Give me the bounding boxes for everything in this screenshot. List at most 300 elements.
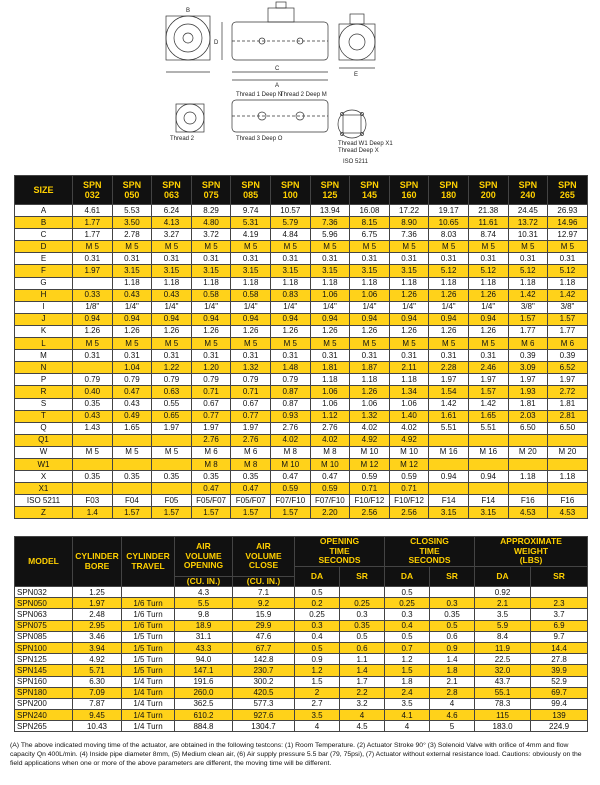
dimension-value: 2.56 (389, 507, 429, 519)
dimension-value: 0.31 (191, 253, 231, 265)
dimension-value: 2.72 (548, 386, 588, 398)
dimension-value: 2.78 (112, 229, 152, 241)
performance-value: 0.3 (430, 598, 475, 609)
performance-value: 8.4 (475, 631, 531, 642)
dimension-label: F (15, 265, 73, 277)
dimension-value: 0.43 (112, 289, 152, 301)
performance-value: 2.1 (430, 676, 475, 687)
dimension-value: 4.19 (231, 229, 271, 241)
dimension-label: Q1 (15, 434, 73, 446)
performance-value: 1.2 (385, 654, 430, 665)
dimension-value: 1.06 (310, 386, 350, 398)
dimension-value: 1.42 (508, 289, 548, 301)
dimension-value: 10.31 (508, 229, 548, 241)
dimension-value: 1.32 (231, 362, 271, 374)
model-cell: SPN100 (15, 642, 73, 653)
dimension-value: 1/8" (73, 301, 113, 313)
dimension-value: 1/4" (310, 301, 350, 313)
performance-value: 94.0 (175, 654, 233, 665)
dimension-value: 0.31 (389, 253, 429, 265)
performance-value: 183.0 (475, 721, 531, 732)
model-column-header: SPN 050 (112, 176, 152, 205)
dimension-label: W1 (15, 458, 73, 470)
dimension-value: 4.84 (270, 229, 310, 241)
performance-value: 2.95 (73, 620, 122, 631)
model-cell: SPN160 (15, 676, 73, 687)
dimension-value: 1.18 (152, 277, 192, 289)
dimension-value: 1.18 (231, 277, 271, 289)
performance-value: 9.45 (73, 710, 122, 721)
dimension-value: 2.76 (191, 434, 231, 446)
dimension-row (15, 241, 588, 253)
dimension-row (15, 350, 588, 362)
performance-value: 362.5 (175, 698, 233, 709)
dimension-label: P (15, 374, 73, 386)
performance-value: 0.9 (295, 654, 340, 665)
performance-value: 1.25 (73, 587, 122, 598)
dimension-value: 11.61 (468, 217, 508, 229)
dimension-value: 0.94 (191, 313, 231, 325)
dimension-value: 1.18 (548, 471, 588, 483)
model-cell: SPN125 (15, 654, 73, 665)
dimension-value: M 5 (73, 446, 113, 458)
dimension-value (152, 483, 192, 495)
closing-time-header: CLOSING TIME SECONDS (385, 537, 475, 567)
model-header: MODEL (15, 537, 73, 587)
dimension-value: 1.57 (231, 507, 271, 519)
performance-row (15, 642, 588, 653)
performance-value: 4.3 (175, 587, 233, 598)
performance-value: 1.5 (295, 676, 340, 687)
performance-row (15, 687, 588, 698)
dimension-value: 3.15 (389, 265, 429, 277)
dimension-value: 1/4" (112, 301, 152, 313)
performance-row (15, 620, 588, 631)
dimension-value (468, 458, 508, 470)
dimension-value: 0.59 (350, 471, 390, 483)
dimension-value: 1/4" (231, 301, 271, 313)
model-column-header: SPN 063 (152, 176, 192, 205)
dimension-value: 1.18 (389, 374, 429, 386)
dimension-value: 0.94 (429, 471, 469, 483)
iso-label: ISO 5211 (343, 159, 368, 165)
dimension-value: M 16 (429, 446, 469, 458)
dimension-value (468, 483, 508, 495)
dimension-row (15, 229, 588, 241)
dimension-value: M 5 (112, 338, 152, 350)
dimension-row (15, 507, 588, 519)
dimension-value: 1.06 (350, 289, 390, 301)
dimension-value: 0.94 (231, 313, 271, 325)
dimension-value: 1/4" (350, 301, 390, 313)
performance-value: 2.4 (385, 687, 430, 698)
dimension-label: I (15, 301, 73, 313)
dimension-value: 4.53 (508, 507, 548, 519)
performance-value: 3.46 (73, 631, 122, 642)
dimension-value: 0.55 (152, 398, 192, 410)
performance-value: 1.1 (340, 654, 385, 665)
performance-value: 142.8 (233, 654, 295, 665)
performance-value: 5.9 (475, 620, 531, 631)
performance-value: 0.25 (385, 598, 430, 609)
dimension-value: 1.06 (350, 398, 390, 410)
actuator-technical-drawing (0, 0, 600, 170)
performance-value: 2.48 (73, 609, 122, 620)
performance-value: 147.1 (175, 665, 233, 676)
dimension-value: 1.97 (468, 374, 508, 386)
dimension-value: 6.50 (548, 422, 588, 434)
dimension-value (429, 434, 469, 446)
performance-value: 0.5 (385, 587, 430, 598)
label-b: B (186, 8, 191, 14)
performance-body (15, 587, 588, 732)
thread-label-x: Thread Deep X (338, 148, 379, 154)
model-cell: SPN240 (15, 710, 73, 721)
dimension-value: 17.22 (389, 205, 429, 217)
dimension-row (15, 410, 588, 422)
dimension-value: 3.15 (350, 265, 390, 277)
performance-value: 55.1 (475, 687, 531, 698)
dimension-value: 4.13 (152, 217, 192, 229)
performance-value: 5.5 (175, 598, 233, 609)
performance-value: 577.3 (233, 698, 295, 709)
performance-value: 14.4 (531, 642, 588, 653)
dimension-value: M 8 (310, 446, 350, 458)
performance-value: 22.5 (475, 654, 531, 665)
dimension-value: M 5 (152, 338, 192, 350)
dimension-value: M 6 (231, 446, 271, 458)
dimension-value: M 5 (231, 338, 271, 350)
dimension-value: 16.08 (350, 205, 390, 217)
dimension-value: 1/4" (152, 301, 192, 313)
performance-value: 11.9 (475, 642, 531, 653)
dimension-value: 3.50 (112, 217, 152, 229)
dimension-value: 4.02 (310, 434, 350, 446)
dimension-value: 0.31 (389, 350, 429, 362)
dimension-value: 5.12 (429, 265, 469, 277)
performance-value: 5.71 (73, 665, 122, 676)
end-view-right (339, 24, 375, 60)
dimension-value: 3.15 (152, 265, 192, 277)
performance-row (15, 654, 588, 665)
performance-value: 29.9 (233, 620, 295, 631)
end-view-left (166, 16, 210, 60)
performance-value (122, 587, 175, 598)
model-column-header: SPN 240 (508, 176, 548, 205)
performance-value: 67.7 (233, 642, 295, 653)
dimension-value: 1.57 (468, 386, 508, 398)
dimension-value: 3.15 (429, 507, 469, 519)
dimension-value: F03 (73, 495, 113, 507)
performance-value: 0.2 (295, 598, 340, 609)
performance-value: 3.5 (385, 698, 430, 709)
dimension-value: 0.31 (270, 253, 310, 265)
dimension-row (15, 434, 588, 446)
dimension-value (508, 483, 548, 495)
dimension-value: 1.42 (468, 398, 508, 410)
dimension-value: M 8 (191, 458, 231, 470)
dimension-value (548, 458, 588, 470)
dimension-value: 1.97 (429, 374, 469, 386)
dimension-value: 0.94 (310, 313, 350, 325)
dimension-value: 0.43 (152, 289, 192, 301)
dimension-value: 1.48 (270, 362, 310, 374)
dimension-value: F14 (429, 495, 469, 507)
dimension-row (15, 277, 588, 289)
dimension-value: 1.42 (429, 398, 469, 410)
dimension-value: 0.94 (270, 313, 310, 325)
dimension-value: 21.38 (468, 205, 508, 217)
dimension-value: 1.97 (191, 422, 231, 434)
label-e: E (354, 72, 359, 78)
dimension-value: 0.33 (73, 289, 113, 301)
dimension-value: 0.63 (152, 386, 192, 398)
dimension-value (73, 277, 113, 289)
dimension-value: M 5 (429, 241, 469, 253)
test-conditions-note: (A) The above indicated moving time of the actuator, are obtained in the following testcons: (1) Room Temperature. (2) Actuator Stroke 90° (3) Solenoid Valve with orifice of 4mm and flow capacity Qn 400L/min. (4) Inside pipe diameter 8mm, (5) Medium clean air, (6) Air supply pressure 5.5 bar (79, 75psi), (7) Actuator without external resistance load. Cautions: obviously on the field applications when one or more of the above parameters are different, the moving time will be different. (10, 742, 582, 767)
dimension-value: 0.94 (152, 313, 192, 325)
dimension-value: 8.03 (429, 229, 469, 241)
performance-value: 1.8 (385, 676, 430, 687)
dimension-row (15, 338, 588, 350)
dimension-value: F04 (112, 495, 152, 507)
dimension-value: M 12 (350, 458, 390, 470)
label-a: A (275, 83, 280, 89)
dimension-row (15, 301, 588, 313)
opening-time-header: OPENING TIME SECONDS (295, 537, 385, 567)
dimension-value: F16 (508, 495, 548, 507)
dimension-value: 1.54 (429, 386, 469, 398)
dimensions-table (14, 175, 588, 519)
dimension-value: 0.79 (152, 374, 192, 386)
dimension-value: 0.47 (231, 483, 271, 495)
dimension-value: 8.90 (389, 217, 429, 229)
dimension-value: 0.31 (73, 253, 113, 265)
dimension-value: 0.94 (468, 471, 508, 483)
dimension-value: M 12 (389, 458, 429, 470)
dimension-label: T (15, 410, 73, 422)
flange-view (338, 110, 366, 138)
dimension-value: 1.18 (389, 277, 429, 289)
dimension-value: 0.49 (112, 410, 152, 422)
performance-value: 230.7 (233, 665, 295, 676)
dimension-value: 1.18 (270, 277, 310, 289)
dimension-value: 0.67 (231, 398, 271, 410)
model-cell: SPN180 (15, 687, 73, 698)
dimension-value: 1/4" (270, 301, 310, 313)
dimension-value: 0.31 (350, 253, 390, 265)
dimension-value: 0.93 (270, 410, 310, 422)
dimension-value: 1.93 (508, 386, 548, 398)
performance-row (15, 676, 588, 687)
dimension-value: 1.65 (468, 410, 508, 422)
dimension-value: 1.97 (73, 265, 113, 277)
dimension-value: 1.18 (191, 277, 231, 289)
thread-label-bottom: Thread 2 (170, 136, 195, 142)
dimension-value (73, 458, 113, 470)
performance-value: 260.0 (175, 687, 233, 698)
dimension-value: 1.77 (508, 325, 548, 337)
dimension-value (112, 483, 152, 495)
dimension-value: 1.77 (73, 229, 113, 241)
dimension-value: M 10 (270, 458, 310, 470)
dimension-row (15, 398, 588, 410)
dimension-label: R (15, 386, 73, 398)
dimension-value: 9.74 (231, 205, 271, 217)
dimension-value: 2.56 (350, 507, 390, 519)
dimension-value: 0.94 (389, 313, 429, 325)
model-column-header: SPN 100 (270, 176, 310, 205)
dimension-value: 0.31 (152, 253, 192, 265)
dimension-value: 1.06 (310, 398, 350, 410)
performance-value: 0.4 (295, 631, 340, 642)
performance-value: 4 (295, 721, 340, 732)
dimension-value: M 5 (270, 338, 310, 350)
dimension-value: 2.76 (270, 422, 310, 434)
dimension-value: M 8 (231, 458, 271, 470)
dimension-label: S (15, 398, 73, 410)
dimension-value: 5.51 (468, 422, 508, 434)
dimension-value: 1.81 (508, 398, 548, 410)
performance-value (340, 587, 385, 598)
dimension-value: 0.67 (191, 398, 231, 410)
dimension-row (15, 313, 588, 325)
dimension-value (508, 458, 548, 470)
dimension-value: 0.31 (429, 350, 469, 362)
dimension-value: 0.31 (310, 253, 350, 265)
dimension-row (15, 374, 588, 386)
weight-header: APPROXIMATE WEIGHT (LBS) (475, 537, 588, 567)
performance-value: 4.92 (73, 654, 122, 665)
performance-value: 1.4 (430, 654, 475, 665)
dimension-value: 1.26 (152, 325, 192, 337)
dimension-value: 1.42 (548, 289, 588, 301)
opening-sr-header: SR (340, 566, 385, 587)
dimension-value: 12.97 (548, 229, 588, 241)
dimensions-header-row (15, 176, 588, 205)
dimension-value: 5.51 (429, 422, 469, 434)
dimension-value: 1.26 (468, 289, 508, 301)
dimension-value: 3.15 (191, 265, 231, 277)
dimension-value: 1.57 (270, 507, 310, 519)
dimension-value: 0.40 (73, 386, 113, 398)
performance-value: 0.5 (340, 631, 385, 642)
performance-value: 1/6 Turn (122, 609, 175, 620)
size-header: SIZE (15, 176, 73, 205)
dimension-value: 1.06 (310, 289, 350, 301)
dimension-value: 3.15 (270, 265, 310, 277)
dimension-label: C (15, 229, 73, 241)
performance-value: 1/4 Turn (122, 721, 175, 732)
dimension-label: E (15, 253, 73, 265)
dimension-value: 5.12 (548, 265, 588, 277)
dimension-value: M 6 (191, 446, 231, 458)
dimension-value: 1.43 (73, 422, 113, 434)
performance-value: 0.92 (475, 587, 531, 598)
dimension-label: J (15, 313, 73, 325)
dimension-value: 0.43 (73, 410, 113, 422)
dimension-value: 2.46 (468, 362, 508, 374)
dimension-value: 0.47 (191, 483, 231, 495)
dimension-value: 1.61 (429, 410, 469, 422)
dimension-row (15, 483, 588, 495)
dimension-value: F05/F07 (231, 495, 271, 507)
dimension-value: 0.87 (270, 398, 310, 410)
dimension-value: 0.71 (389, 483, 429, 495)
performance-value: 0.35 (340, 620, 385, 631)
dimension-value (508, 434, 548, 446)
performance-value: 32.0 (475, 665, 531, 676)
dimension-value (468, 434, 508, 446)
dimension-row (15, 265, 588, 277)
performance-value: 31.1 (175, 631, 233, 642)
performance-value: 10.43 (73, 721, 122, 732)
dimension-value: 1.26 (350, 386, 390, 398)
dimension-value: M 6 (548, 338, 588, 350)
performance-value: 1.5 (385, 665, 430, 676)
dimension-value: 5.12 (468, 265, 508, 277)
dimension-value: 0.35 (191, 471, 231, 483)
dimension-value: 2.81 (548, 410, 588, 422)
performance-value: 0.3 (295, 620, 340, 631)
dimension-label: M (15, 350, 73, 362)
performance-value: 9.8 (175, 609, 233, 620)
dimension-value: 0.31 (112, 253, 152, 265)
dimension-value (73, 483, 113, 495)
dimension-value: 6.52 (548, 362, 588, 374)
dimension-value: 1/4" (468, 301, 508, 313)
dimension-value: 1.57 (548, 313, 588, 325)
dimension-value: 0.47 (310, 471, 350, 483)
air-close-header: AIR VOLUME CLOSE (233, 537, 295, 577)
dimension-value: 0.79 (231, 374, 271, 386)
performance-value: 2.1 (475, 598, 531, 609)
dimensions-body (15, 205, 588, 519)
model-column-header: SPN 265 (548, 176, 588, 205)
dimension-value: M 5 (389, 338, 429, 350)
performance-value: 9.7 (531, 631, 588, 642)
dimension-value: 1.34 (389, 386, 429, 398)
performance-value: 927.6 (233, 710, 295, 721)
bottom-view-left (176, 104, 204, 132)
dimension-value: 1/4" (429, 301, 469, 313)
dimension-value: 1.26 (429, 325, 469, 337)
dimension-row (15, 386, 588, 398)
performance-row (15, 631, 588, 642)
performance-value: 1/4 Turn (122, 687, 175, 698)
dimension-value: 5.79 (270, 217, 310, 229)
dimension-value: 0.77 (191, 410, 231, 422)
dimension-value: 3.15 (310, 265, 350, 277)
performance-value: 420.5 (233, 687, 295, 698)
dimension-value: 0.77 (231, 410, 271, 422)
dimension-value: 0.59 (389, 471, 429, 483)
performance-value: 2.3 (531, 598, 588, 609)
performance-value: 1/4 Turn (122, 710, 175, 721)
performance-value: 0.25 (340, 598, 385, 609)
performance-value: 1304.7 (233, 721, 295, 732)
model-cell: SPN063 (15, 609, 73, 620)
dimension-value: 1.26 (389, 289, 429, 301)
dimension-value: 0.58 (231, 289, 271, 301)
dimension-value: 0.31 (191, 350, 231, 362)
dimension-value: 0.35 (73, 398, 113, 410)
performance-value: 5 (430, 721, 475, 732)
performance-value: 1/5 Turn (122, 631, 175, 642)
dimension-value: 2.28 (429, 362, 469, 374)
weight-sr-header: SR (531, 566, 588, 587)
performance-value: 0.5 (295, 642, 340, 653)
